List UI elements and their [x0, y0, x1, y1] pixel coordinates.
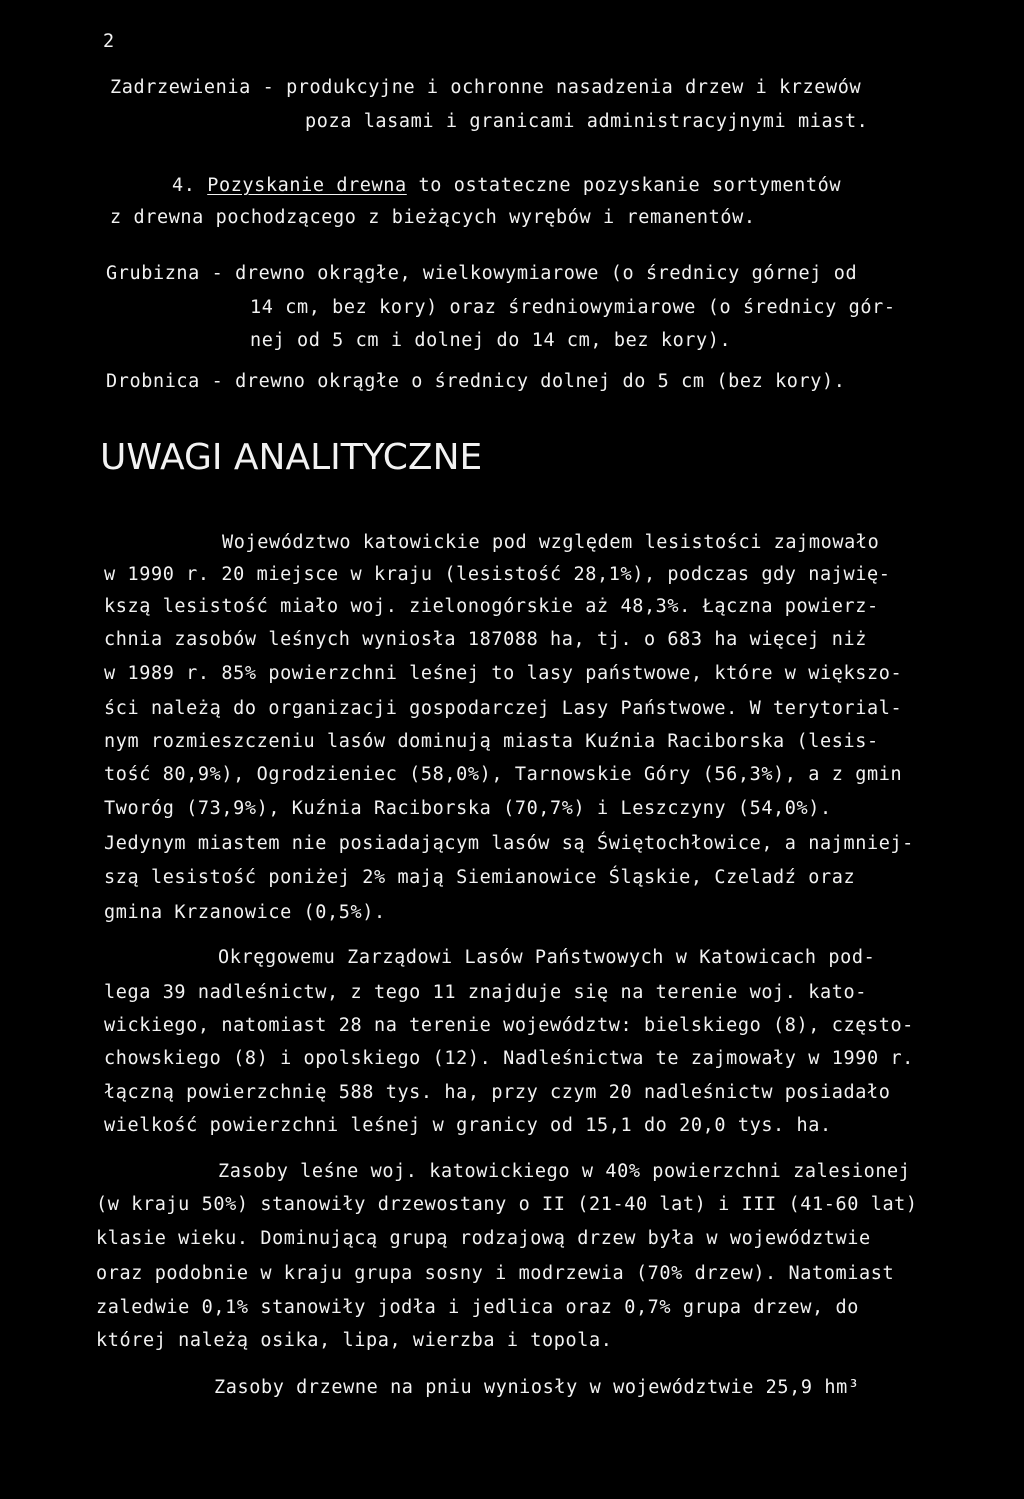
- definition-drobnica-line-1: [106, 370, 846, 394]
- paragraph-2-line-4: chowskiego (8) i opolskiego (12). Nadleśnictwa te zajmowały w 1990 r.: [104, 1048, 914, 1069]
- definition-text: - drewno okrągłe, wielkowymiarowe (o średnicy górnej od: [199, 263, 858, 284]
- paragraph-3-line-2: (w kraju 50%) stanowiły drzewostany o II (21-40 lat) i III (41-60 lat): [96, 1194, 918, 1215]
- paragraph-3-line-5: zaledwie 0,1% stanowiły jodła i jedlica oraz 0,7% grupa drzew, do: [96, 1297, 859, 1318]
- definition-pozyskanie-line-2: z drewna pochodzącego z bieżących wyrębów i remanentów.: [110, 207, 756, 228]
- paragraph-2-line-6: wielkość powierzchni leśnej w granicy od 15,1 do 20,0 tys. ha.: [104, 1115, 832, 1136]
- paragraph-1-line-6: ści należą do organizacji gospodarczej Lasy Państwowe. W terytorial-: [104, 698, 903, 719]
- definition-grubizna-line-2: 14 cm, bez kory) oraz średniowymiarowe (o średnicy gór-: [250, 297, 896, 318]
- paragraph-1-line-2: w 1990 r. 20 miejsce w kraju (lesistość 28,1%), podczas gdy najwię-: [104, 564, 891, 585]
- definition-pozyskanie-line-1: [172, 174, 841, 198]
- paragraph-3-line-4: oraz podobnie w kraju grupa sosny i modrzewia (70% drzew). Natomiast: [96, 1263, 895, 1284]
- paragraph-2-line-3: wickiego, natomiast 28 na terenie województw: bielskiego (8), często-: [104, 1015, 914, 1036]
- term-zadrzewienia: Zadrzewienia: [110, 77, 251, 98]
- definition-grubizna-line-1: [106, 262, 857, 286]
- paragraph-1-line-4: chnia zasobów leśnych wyniosła 187088 ha, tj. o 683 ha więcej niż: [104, 629, 867, 650]
- definition-number: 4.: [172, 175, 208, 196]
- paragraph-1-line-1: Województwo katowickie pod względem lesistości zajmowało: [222, 532, 880, 553]
- term-drobnica: Drobnica: [106, 371, 200, 392]
- paragraph-1-line-8: tość 80,9%), Ogrodzieniec (58,0%), Tarnowskie Góry (56,3%), a z gmin: [104, 764, 903, 785]
- paragraph-1-line-12: gmina Krzanowice (0,5%).: [104, 902, 386, 923]
- term-grubizna: Grubizna: [106, 263, 200, 284]
- paragraph-1-line-5: w 1989 r. 85% powierzchni leśnej to lasy państwowe, które w większo-: [104, 663, 903, 684]
- paragraph-2-line-5: łączną powierzchnię 588 tys. ha, przy czym 20 nadleśnictw posiadało: [104, 1082, 891, 1103]
- definition-zadrzewienia-line-1: [110, 76, 861, 100]
- paragraph-3-line-1: Zasoby leśne woj. katowickiego w 40% powierzchni zalesionej: [218, 1161, 911, 1182]
- paragraph-1-line-11: szą lesistość poniżej 2% mają Siemianowice Śląskie, Czeladź oraz: [104, 867, 856, 888]
- paragraph-2-line-2: lega 39 nadleśnictw, z tego 11 znajduje się na terenie woj. kato-: [104, 982, 867, 1003]
- paragraph-3-line-3: klasie wieku. Dominującą grupą rodzajową drzew była w województwie: [96, 1228, 871, 1249]
- paragraph-1-line-9: Tworóg (73,9%), Kuźnia Raciborska (70,7%) i Leszczyny (54,0%).: [104, 798, 832, 819]
- term-pozyskanie-drewna: Pozyskanie drewna: [207, 175, 407, 196]
- definition-zadrzewienia-line-2: poza lasami i granicami administracyjnymi miast.: [305, 111, 869, 132]
- paragraph-1-line-7: nym rozmieszczeniu lasów dominują miasta Kuźnia Raciborska (lesis-: [104, 731, 879, 752]
- definition-grubizna-line-3: nej od 5 cm i dolnej do 14 cm, bez kory).: [250, 330, 732, 351]
- paragraph-1-line-10: Jedynym miastem nie posiadającym lasów są Świętochłowice, a najmniej-: [104, 833, 914, 854]
- section-heading: UWAGI ANALITYCZNE: [100, 437, 483, 478]
- paragraph-3-line-6: której należą osika, lipa, wierzba i topola.: [96, 1330, 613, 1351]
- paragraph-1-line-3: kszą lesistość miało woj. zielonogórskie aż 48,3%. Łączna powierz-: [104, 596, 879, 617]
- definition-text: - drewno okrągłe o średnicy dolnej do 5 cm (bez kory).: [199, 371, 846, 392]
- definition-text: - produkcyjne i ochronne nasadzenia drzew i krzewów: [250, 77, 862, 98]
- definition-text: to ostateczne pozyskanie sortymentów: [406, 175, 842, 196]
- paragraph-2-line-1: Okręgowemu Zarządowi Lasów Państwowych w Katowicach pod-: [218, 947, 876, 968]
- page-number: 2: [103, 31, 115, 52]
- paragraph-4-line-1: Zasoby drzewne na pniu wyniosły w województwie 25,9 hm³: [214, 1377, 860, 1398]
